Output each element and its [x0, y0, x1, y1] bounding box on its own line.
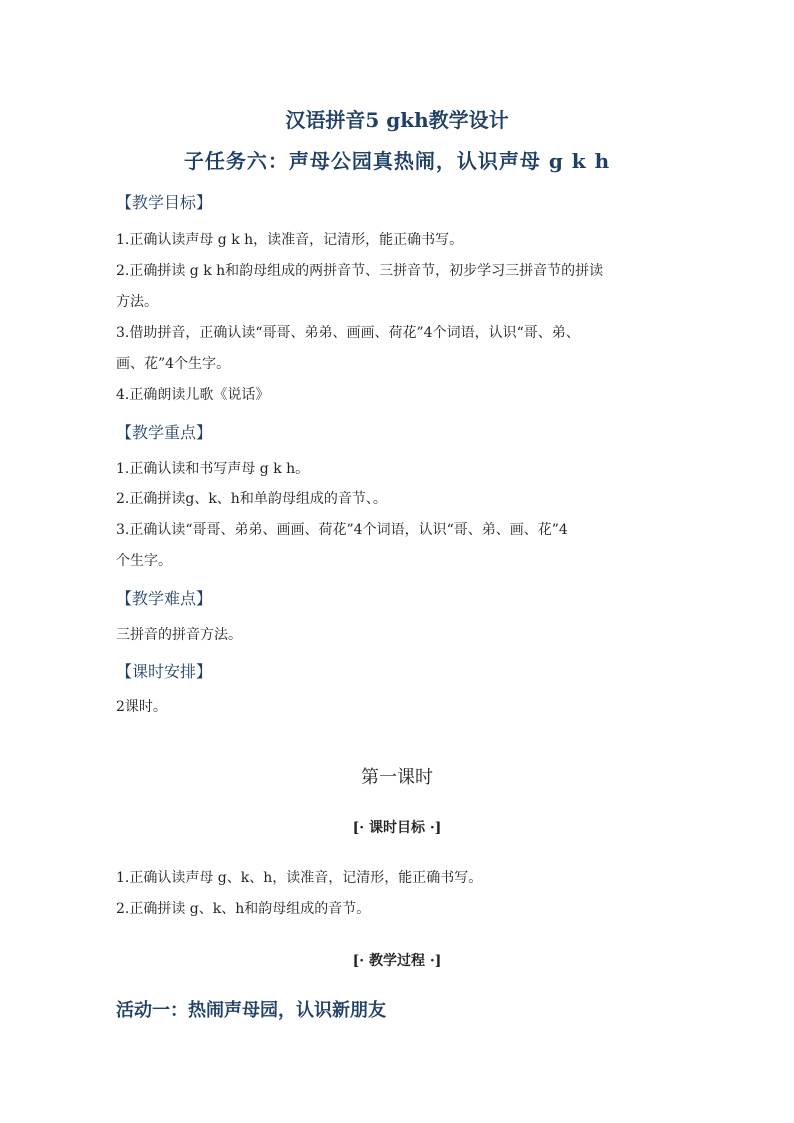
objectives-line-5: 画、花”4个生字。: [116, 356, 231, 372]
objectives-line-6: 4.正确朗读儿歌《说话》: [116, 387, 270, 403]
objectives-line-1: 1.正确认读声母 g k h，读准音，记清形，能正确书写。: [116, 232, 464, 248]
lesson-goal-line-1: 1.正确认读声母 g、k、h，读准音，记清形，能正确书写。: [116, 870, 483, 886]
lesson-process-heading: [· 教学过程 ·]: [352, 953, 442, 969]
key-points-heading: 【教学重点】: [116, 423, 213, 442]
lesson-goal-line-2: 2.正确拼读 g、k、h和韵母组成的音节。: [116, 901, 371, 917]
lesson-goal-heading: [· 课时目标 ·]: [352, 820, 442, 836]
objectives-line-2: 2.正确拼读 g k h和韵母组成的两拼音节、三拼音节，初步学习三拼音节的拼读: [116, 263, 604, 279]
difficulties-line-1: 三拼音的拼音方法。: [116, 627, 242, 643]
objectives-heading: 【教学目标】: [116, 193, 213, 212]
key-points-line-4: 个生字。: [116, 553, 172, 569]
lesson-title: 第一课时: [361, 767, 433, 788]
activity-1-heading: 活动一：热闹声母园，认识新朋友: [116, 1000, 386, 1021]
key-points-line-2: 2.正确拼读g、k、h和单韵母组成的音节、。: [116, 491, 387, 507]
key-points-line-3: 3.正确认读“哥哥、弟弟、画画、荷花”4个词语，认识“哥、弟、画、花”4: [116, 522, 568, 538]
objectives-line-4: 3.借助拼音，正确认读“哥哥、弟弟、画画、荷花”4个词语，认识“哥、弟、: [116, 325, 580, 341]
difficulties-heading: 【教学难点】: [116, 589, 213, 608]
key-points-line-1: 1.正确认读和书写声母 g k h。: [116, 461, 310, 477]
schedule-heading: 【课时安排】: [116, 662, 213, 681]
document-subtitle: 子任务六：声母公园真热闹，认识声母 g k h: [183, 149, 611, 173]
document-title: 汉语拼音5 gkh教学设计: [285, 108, 509, 132]
schedule-line-1: 2课时。: [116, 699, 167, 715]
objectives-line-3: 方法。: [116, 294, 158, 310]
